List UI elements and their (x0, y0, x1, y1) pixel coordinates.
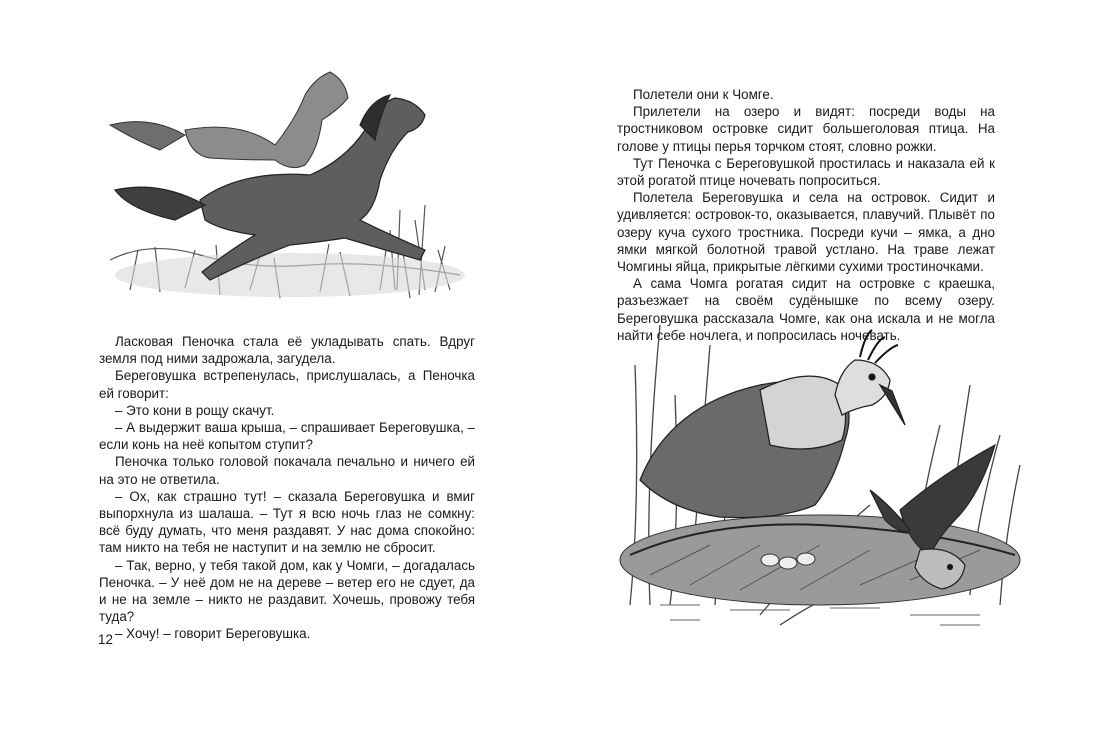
paragraph: Ласковая Пеночка стала её укладывать спать. Вдруг земля под ними задрожала, загудела. (99, 334, 475, 367)
right-page (550, 0, 1100, 729)
paragraph: – Хочу! – говорит Береговушка. (115, 626, 311, 642)
paragraph: Прилетели на озеро и видят: посреди воды на тростниковом островке сидит большеголовая птица. На голове у птицы перья торчком стоят, словно рожки. (617, 104, 995, 154)
page-number: 12 (98, 632, 113, 647)
paragraph: Полетела Береговушка и села на островок. Сидит и удивляется: островок-то, оказывается, плавучий. Плывёт по озеру куча сухого тростника. Посреди кучи – ямка, а дно ямки мягкой болотной травой устлано. На траве лежат Чомгины яйца, прикрытые лёгкими сухими тростиночками. (617, 190, 995, 275)
horses-illustration (90, 60, 480, 310)
grebe-bird (640, 330, 905, 518)
paragraph: Тут Пеночка с Береговушкой простилась и наказала ей к этой рогатой птице ночевать попроситься. (617, 155, 995, 189)
paragraph: Береговушка встрепенулась, прислушалась, а Пеночка ей говорит: (99, 368, 475, 401)
paragraph: – А выдержит ваша крыша, – спрашивает Береговушка, – если конь на неё копытом ступит? (99, 420, 475, 453)
grebe-and-swallow-illustration (610, 305, 1035, 640)
paragraph: А сама Чомга рогатая сидит на островке с краешка, разъезжает на своём судёнышке по всему озеру. Береговушка рассказала Чомге, как она искала и не могла найти себе ночлега, и попросилась ночевать. (617, 276, 995, 343)
water-strokes (660, 605, 980, 625)
paragraph: Полетели они к Чомге. (633, 87, 774, 102)
back-horse (110, 72, 348, 168)
paragraph: – Так, верно, у тебя такой дом, как у Чомги, – догадалась Пеночка. – У неё дом не на дереве – ветер его не сдует, да и не на земле – никто не раздавит. Хочешь, провожу тебя туда? (99, 557, 475, 625)
paragraph: – Это кони в рощу скачут. (115, 402, 275, 418)
left-text-column (99, 333, 475, 643)
front-horse (115, 95, 425, 280)
paragraph: Пеночка только головой покачала печально и ничего ей на это не ответила. (99, 454, 475, 487)
paragraph: – Ох, как страшно тут! – сказала Береговушка и вмиг выпорхнула из шалаша. – Тут я всю ночь глаз не сомкну: всё буду думать, что меня раздавят. У нас дома спокойно: там никто на тебя не наступит и на землю не сбросит. (99, 488, 475, 556)
